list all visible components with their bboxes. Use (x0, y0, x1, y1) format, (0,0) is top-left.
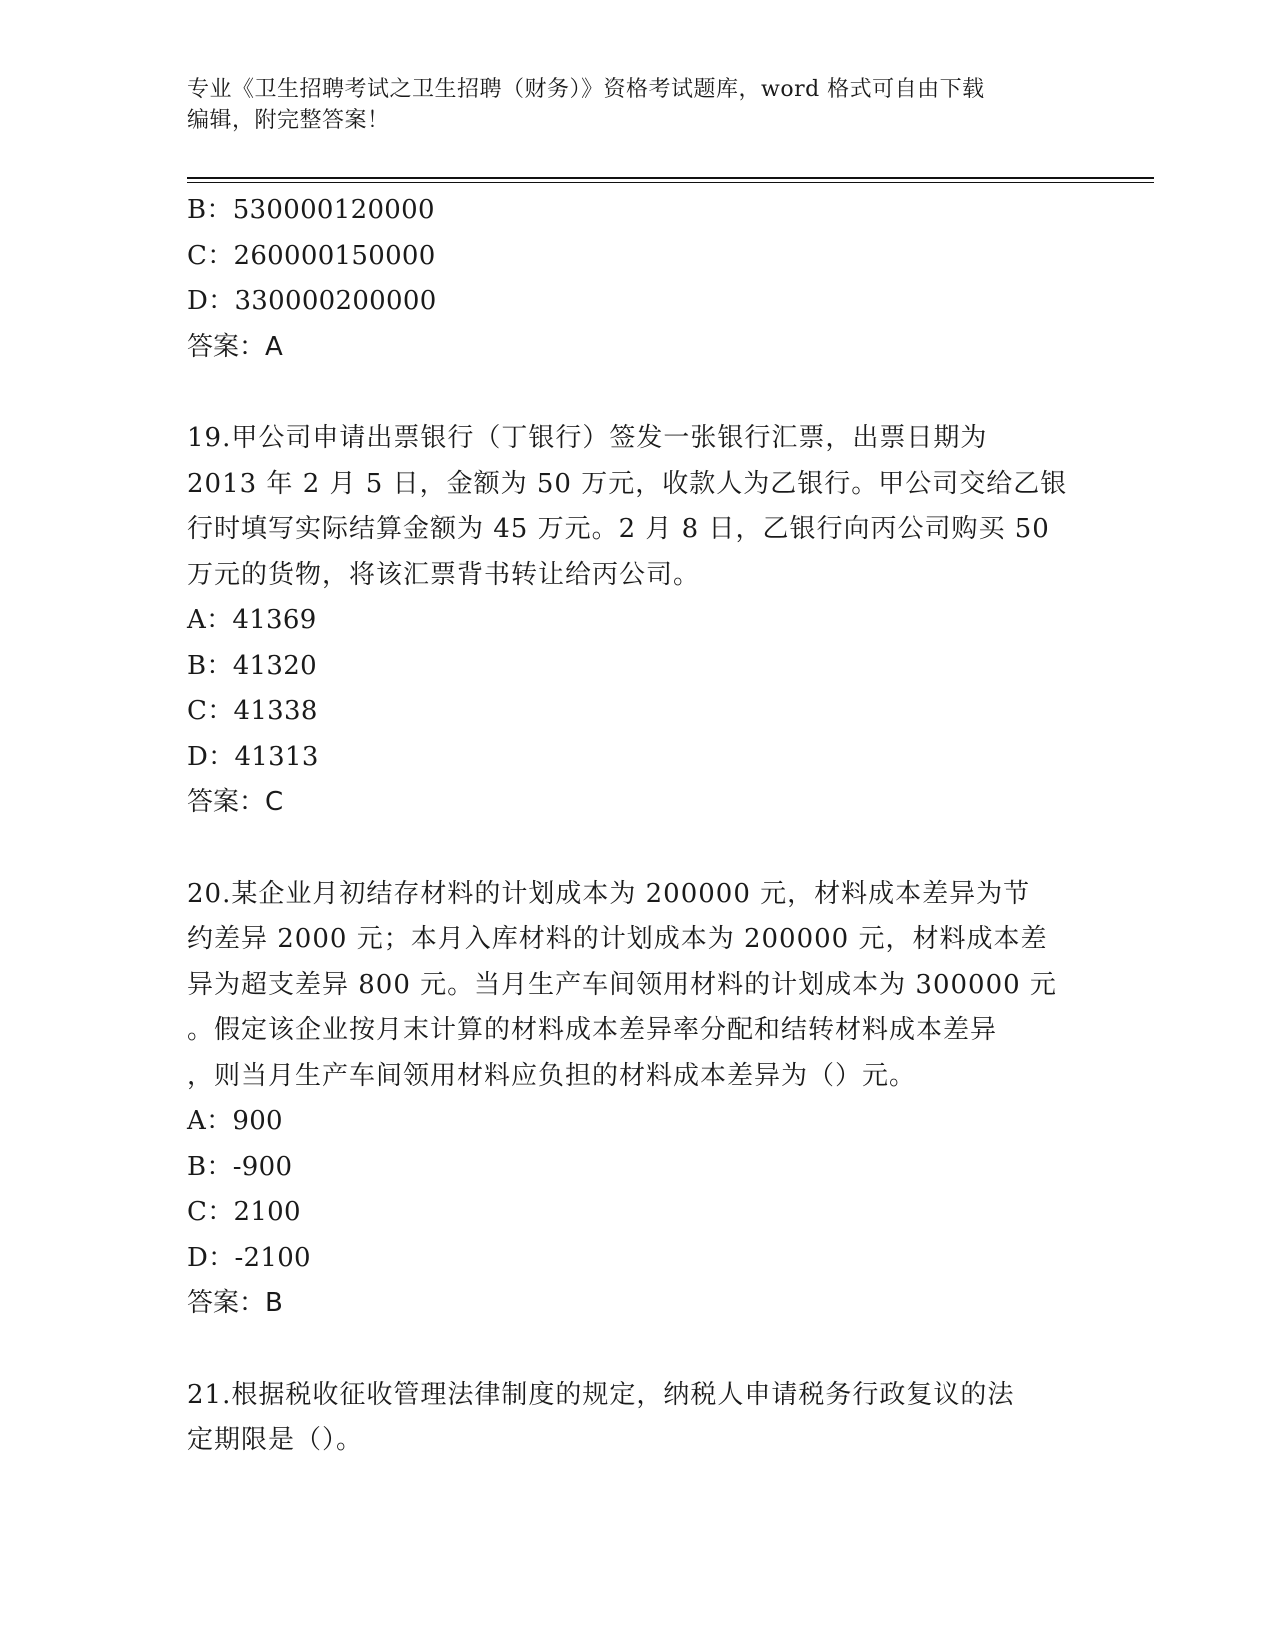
header-line-1: 专业《卫生招聘考试之卫生招聘（财务）》资格考试题库，word 格式可自由下载 (187, 77, 985, 102)
option-b: B：41320 (187, 650, 317, 681)
answer-line: 答案：C (187, 787, 284, 817)
document-body (187, 188, 1087, 1464)
question-20 (187, 872, 1087, 1100)
option-a: A：900 (187, 1106, 283, 1136)
question-18-tail (187, 188, 1087, 370)
option-d: D：41313 (187, 741, 319, 772)
option-b: B：-900 (187, 1151, 293, 1182)
option-d: D：330000200000 (187, 286, 437, 316)
answer-line: 答案：B (187, 1288, 283, 1318)
question-19 (187, 416, 1087, 598)
question-text-line: 20.某企业月初结存材料的计划成本为 200000 元，材料成本差异为节 (187, 878, 1031, 909)
question-text-line: 约差异 2000 元；本月入库材料的计划成本为 200000 元，材料成本差 (187, 924, 1048, 954)
question-text-line: 行时填写实际结算金额为 45 万元。2 月 8 日，乙银行向丙公司购买 50 (187, 514, 1050, 544)
option-c: C：260000150000 (187, 240, 436, 271)
option-c: C：41338 (187, 696, 318, 726)
header-line-2: 编辑，附完整答案！ (187, 108, 390, 133)
answer-line: 答案：A (187, 331, 283, 362)
option-b: B：530000120000 (187, 195, 435, 225)
question-text-line: 。假定该企业按月末计算的材料成本差异率分配和结转材料成本差异 (187, 1015, 998, 1045)
option-c: C：2100 (187, 1197, 301, 1227)
header-divider-thin (187, 182, 1154, 183)
option-a: A：41369 (187, 605, 317, 635)
question-21 (187, 1373, 1087, 1464)
question-text-line: 2013 年 2 月 5 日，金额为 50 万元，收款人为乙银行。甲公司交给乙银 (187, 468, 1068, 499)
question-text-line: ，则当月生产车间领用材料应负担的材料成本差异为（）元。 (187, 1060, 917, 1091)
question-text-line: 19.甲公司申请出票银行（丁银行）签发一张银行汇票，出票日期为 (187, 423, 988, 453)
question-text-line: 21.根据税收征收管理法律制度的规定，纳税人申请税务行政复议的法 (187, 1379, 1015, 1410)
option-d: D：-2100 (187, 1242, 311, 1273)
question-19-options (187, 598, 1087, 826)
question-text-line: 定期限是（）。 (187, 1425, 364, 1455)
document-header (187, 74, 1087, 136)
question-20-options (187, 1099, 1087, 1327)
question-text-line: 万元的货物，将该汇票背书转让给丙公司。 (187, 559, 701, 590)
question-text-line: 异为超支差异 800 元。当月生产车间领用材料的计划成本为 300000 元 (187, 969, 1057, 1000)
header-divider-thick (187, 177, 1154, 179)
